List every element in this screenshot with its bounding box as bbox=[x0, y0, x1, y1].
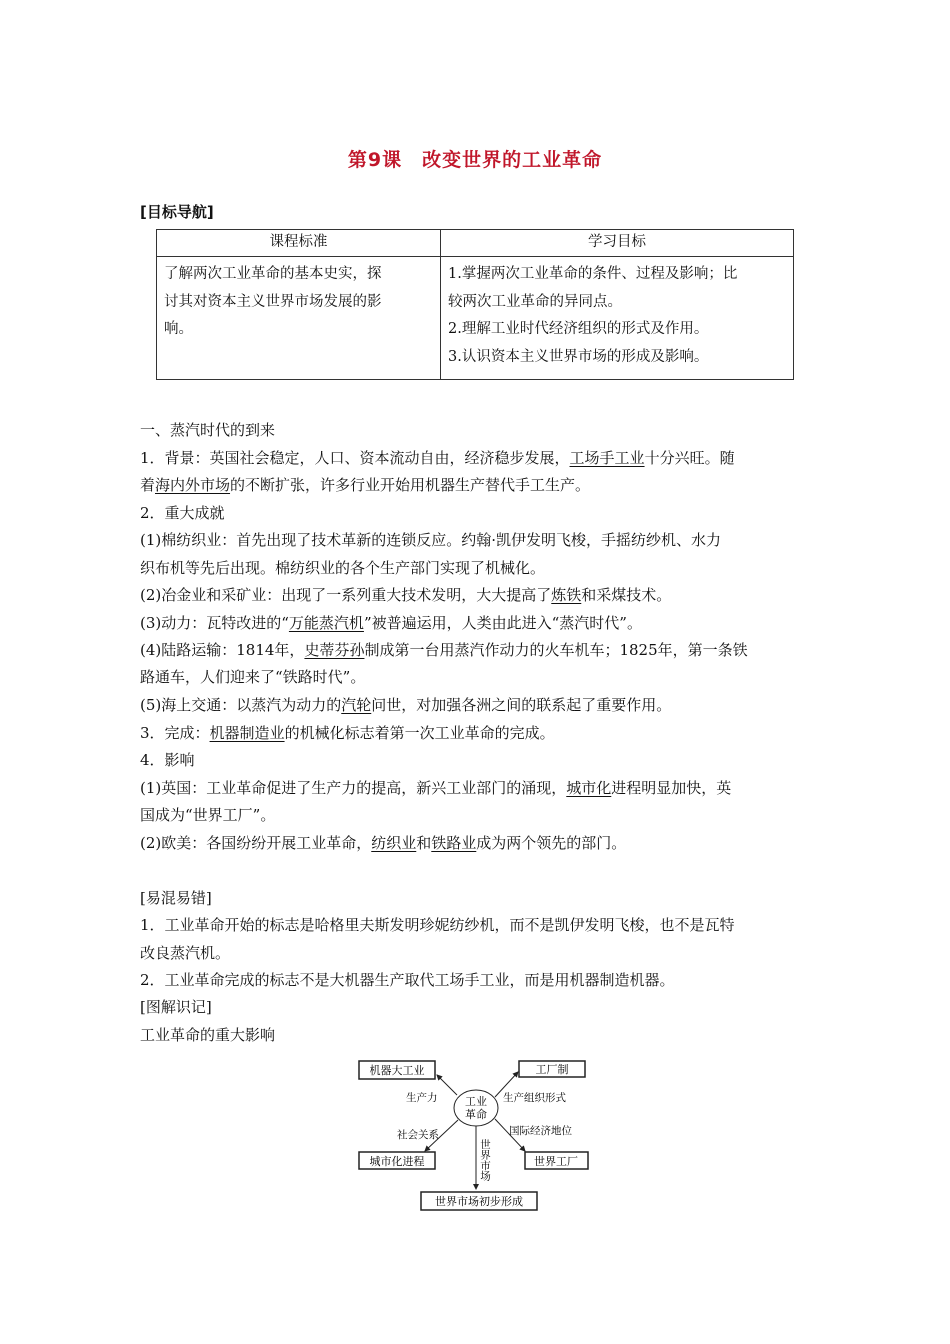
paragraph-completion: 3．完成：机器制造业的机械化标志着第一次工业革命的完成。 bbox=[140, 724, 555, 742]
confuse-label: [易混易错] bbox=[140, 889, 212, 907]
standard-cell: 了解两次工业革命的基本史实，探 讨其对资本主义世界市场发展的影 响。 bbox=[157, 257, 441, 380]
achievement-land-transport: (4)陆路运输：1814年，史蒂芬孙制成第一台用蒸汽作动力的火车机车；1825年，第一条铁 bbox=[140, 641, 748, 659]
nav-label: [目标导航] bbox=[140, 203, 214, 221]
box-world-factory-text: 世界工厂 bbox=[534, 1155, 578, 1168]
goals-cell: 1.掌握两次工业革命的条件、过程及影响；比 较两次工业革命的异同点。 2.理解工业时代经济组织的形式及作用。 3.认识资本主义世界市场的形成及影响。 bbox=[441, 257, 794, 380]
impact-britain-cont: 国成为“世界工厂”。 bbox=[140, 806, 276, 824]
paragraph-background: 1．背景：英国社会稳定，人口、资本流动自由，经济稳步发展，工场手工业十分兴旺。随 bbox=[140, 449, 735, 467]
achievement-cotton-cont: 织布机等先后出现。棉纺织业的各个生产部门实现了机械化。 bbox=[140, 559, 546, 577]
edge-label-market: 世界市场 bbox=[479, 1139, 491, 1181]
achievement-sea-transport: (5)海上交通：以蒸汽为动力的汽轮问世，对加强各洲之间的联系起了重要作用。 bbox=[140, 696, 672, 714]
confuse-item-1-cont: 改良蒸汽机。 bbox=[140, 944, 231, 962]
center-text-2: 革命 bbox=[465, 1108, 487, 1121]
impact-diagram bbox=[355, 1055, 595, 1215]
diagram-title: 工业革命的重大影响 bbox=[140, 1026, 276, 1044]
edge-label-social: 社会关系 bbox=[397, 1129, 439, 1141]
heading-impact: 4．影响 bbox=[140, 751, 195, 769]
achievement-land-transport-cont: 路通车，人们迎来了“铁路时代”。 bbox=[140, 668, 366, 686]
box-machine-industry-text: 机器大工业 bbox=[369, 1064, 425, 1077]
achievement-power: (3)动力：瓦特改进的“万能蒸汽机”被普遍运用，人类由此进入“蒸汽时代”。 bbox=[140, 614, 642, 632]
edge-label-productivity: 生产力 bbox=[406, 1092, 438, 1104]
edge-label-economic: 国际经济地位 bbox=[509, 1125, 572, 1137]
goals-table bbox=[156, 229, 794, 380]
confuse-item-2: 2．工业革命完成的标志不是大机器生产取代工场手工业，而是用机器制造机器。 bbox=[140, 971, 675, 989]
achievement-cotton: (1)棉纺织业：首先出现了技术革新的连锁反应。约翰·凯伊发明飞梭，手摇纺纱机、水力 bbox=[140, 531, 722, 549]
edge-label-organization: 生产组织形式 bbox=[503, 1092, 566, 1104]
section-heading: 一、蒸汽时代的到来 bbox=[140, 421, 276, 439]
diagram-label: [图解识记] bbox=[140, 998, 212, 1016]
paragraph-background-cont: 着海内外市场的不断扩张，许多行业开始用机器生产替代手工生产。 bbox=[140, 476, 591, 494]
table-header-goals: 学习目标 bbox=[441, 230, 794, 257]
impact-britain: (1)英国：工业革命促进了生产力的提高，新兴工业部门的涌现，城市化进程明显加快，英 bbox=[140, 779, 732, 797]
heading-achievements: 2．重大成就 bbox=[140, 504, 225, 522]
box-world-market-text: 世界市场初步形成 bbox=[435, 1195, 523, 1208]
confuse-item-1: 1．工业革命开始的标志是哈格里夫斯发明珍妮纺纱机，而不是凯伊发明飞梭，也不是瓦特 bbox=[140, 916, 735, 934]
box-factory-system-text: 工厂制 bbox=[535, 1063, 569, 1076]
box-urbanization-text: 城市化进程 bbox=[369, 1155, 425, 1168]
page-title: 第9课 改变世界的工业革命 bbox=[347, 149, 603, 171]
impact-europe-america: (2)欧美：各国纷纷开展工业革命，纺织业和铁路业成为两个领先的部门。 bbox=[140, 834, 627, 852]
center-text-1: 工业 bbox=[465, 1095, 487, 1108]
table-header-standard: 课程标准 bbox=[157, 230, 441, 257]
edge-arrow-productivity bbox=[437, 1075, 457, 1095]
achievement-metallurgy: (2)冶金业和采矿业：出现了一系列重大技术发明，大大提高了炼铁和采煤技术。 bbox=[140, 586, 672, 604]
